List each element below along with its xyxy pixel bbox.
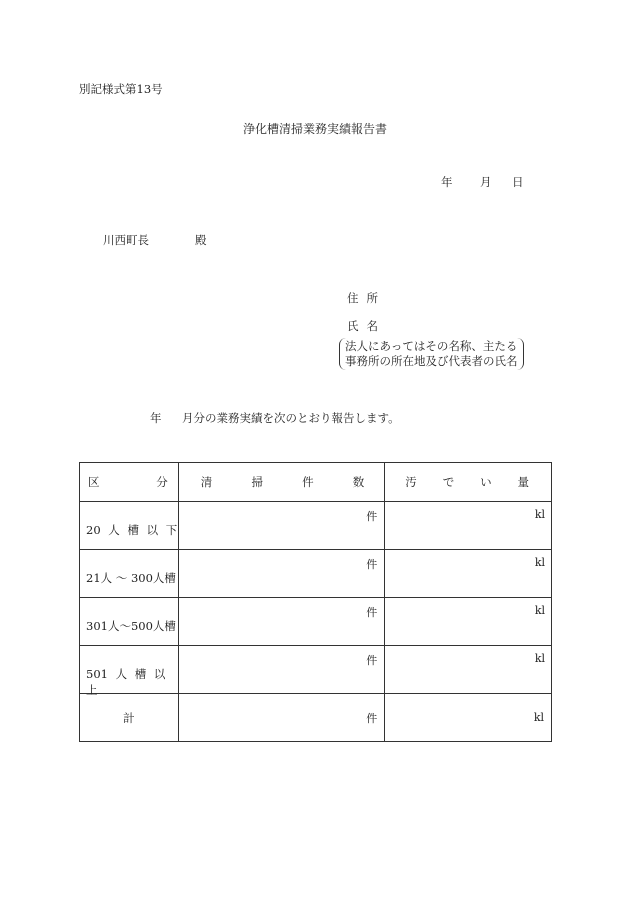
table-row (80, 550, 552, 598)
row-label-cell: 301人～500人槽 (80, 598, 179, 646)
count-cell[interactable]: 件 (178, 502, 385, 550)
sludge-cell[interactable]: kl (385, 646, 552, 694)
header-sludge: 汚 で い 量 (385, 463, 552, 502)
name-label: 氏名 (347, 319, 386, 333)
count-cell[interactable]: 件 (178, 646, 385, 694)
note-line: 事務所の所在地及び代表者の氏名 (345, 354, 518, 368)
applicant-note (339, 338, 524, 370)
addressee: 川西町長 (103, 233, 149, 247)
form-number: 別記様式第13号 (79, 82, 163, 96)
count-cell[interactable]: 件 (178, 550, 385, 598)
intro-year: 年 (150, 411, 162, 425)
note-line: 法人にあってはその名称、主たる (345, 339, 518, 353)
intro-text: 月分の業務実績を次のとおり報告します。 (182, 411, 400, 425)
row-label-cell: 501 人 槽 以 上 (80, 646, 179, 694)
date-day: 日 (512, 175, 524, 189)
date-year: 年 (441, 175, 453, 189)
row-label-cell: 20 人 槽 以 下 (80, 502, 179, 550)
table-total-row (80, 694, 552, 742)
count-cell[interactable]: 件 (178, 598, 385, 646)
total-sludge-cell[interactable]: kl (385, 694, 552, 742)
date-month: 月 (480, 175, 492, 189)
table-row (80, 598, 552, 646)
document-title: 浄化槽清掃業務実績報告書 (242, 122, 387, 136)
row-label-cell: 21人 ～ 300人槽 (80, 550, 179, 598)
honorific: 殿 (195, 233, 207, 247)
sludge-cell[interactable]: kl (385, 502, 552, 550)
table-header-row (80, 463, 552, 502)
total-count-cell[interactable]: 件 (178, 694, 385, 742)
table-row (80, 502, 552, 550)
total-label-cell: 計 (80, 694, 179, 742)
header-category: 区 分 (80, 463, 179, 502)
sludge-cell[interactable]: kl (385, 598, 552, 646)
sludge-cell[interactable]: kl (385, 550, 552, 598)
table-row (80, 646, 552, 694)
report-table (79, 462, 552, 742)
header-cleaning-count: 清 掃 件 数 (178, 463, 385, 502)
address-label: 住所 (347, 291, 386, 305)
